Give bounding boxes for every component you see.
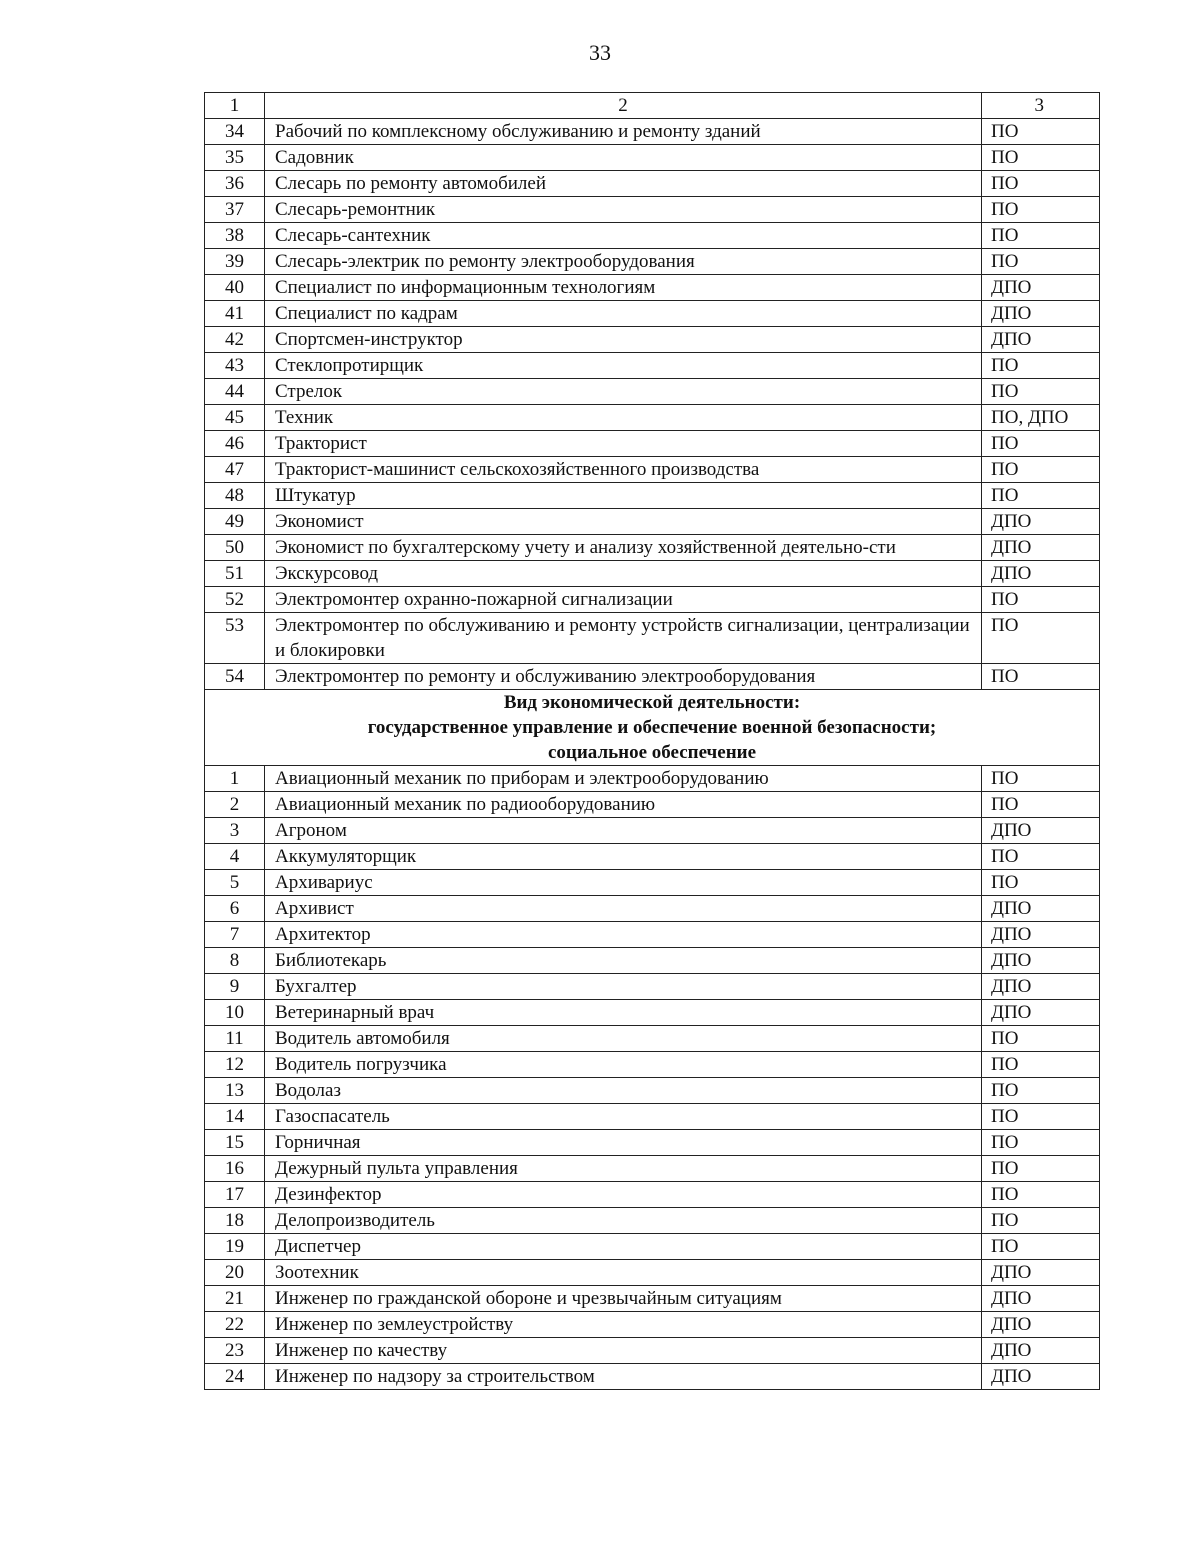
column-header-3: 3 <box>982 93 1100 119</box>
table-row <box>205 145 1100 171</box>
row-number: 20 <box>205 1260 265 1286</box>
education-type: ПО <box>982 1130 1100 1156</box>
section-heading-line2: государственное управление и обеспечение военной безопасности; <box>367 717 937 738</box>
profession-name: Делопроизводитель <box>265 1208 982 1234</box>
row-number: 15 <box>205 1130 265 1156</box>
row-number: 17 <box>205 1182 265 1208</box>
row-number: 9 <box>205 974 265 1000</box>
education-type: ПО <box>982 870 1100 896</box>
education-type: ДПО <box>982 1338 1100 1364</box>
table-row <box>205 561 1100 587</box>
education-type: ПО <box>982 1234 1100 1260</box>
table-row <box>205 1078 1100 1104</box>
row-number: 22 <box>205 1312 265 1338</box>
profession-name: Инженер по качеству <box>265 1338 982 1364</box>
row-number: 14 <box>205 1104 265 1130</box>
row-number: 43 <box>205 353 265 379</box>
table-header-row <box>205 93 1100 119</box>
row-number: 51 <box>205 561 265 587</box>
table-row <box>205 379 1100 405</box>
profession-name: Техник <box>265 405 982 431</box>
table-row <box>205 353 1100 379</box>
row-number: 35 <box>205 145 265 171</box>
row-number: 16 <box>205 1156 265 1182</box>
education-type: ДПО <box>982 1312 1100 1338</box>
row-number: 3 <box>205 818 265 844</box>
row-number: 34 <box>205 119 265 145</box>
profession-name: Водолаз <box>265 1078 982 1104</box>
row-number: 12 <box>205 1052 265 1078</box>
profession-name: Электромонтер по ремонту и обслуживанию электрооборудования <box>265 664 982 690</box>
education-type: ДПО <box>982 974 1100 1000</box>
row-number: 46 <box>205 431 265 457</box>
profession-name: Инженер по надзору за строительством <box>265 1364 982 1390</box>
table-row <box>205 327 1100 353</box>
education-type: ДПО <box>982 948 1100 974</box>
education-type: ПО <box>982 431 1100 457</box>
profession-name: Авиационный механик по радиооборудованию <box>265 792 982 818</box>
table-row <box>205 1104 1100 1130</box>
section-row <box>205 690 1100 766</box>
education-type: ПО <box>982 379 1100 405</box>
row-number: 13 <box>205 1078 265 1104</box>
table-row <box>205 1208 1100 1234</box>
table-row <box>205 483 1100 509</box>
profession-name: Архивист <box>265 896 982 922</box>
profession-name: Библиотекарь <box>265 948 982 974</box>
row-number: 40 <box>205 275 265 301</box>
row-number: 37 <box>205 197 265 223</box>
row-number: 24 <box>205 1364 265 1390</box>
table-row <box>205 249 1100 275</box>
row-number: 8 <box>205 948 265 974</box>
table-row <box>205 1156 1100 1182</box>
row-number: 47 <box>205 457 265 483</box>
table-row <box>205 844 1100 870</box>
profession-name: Специалист по информационным технологиям <box>265 275 982 301</box>
row-number: 50 <box>205 535 265 561</box>
row-number: 5 <box>205 870 265 896</box>
table-row <box>205 509 1100 535</box>
row-number: 41 <box>205 301 265 327</box>
profession-name: Ветеринарный врач <box>265 1000 982 1026</box>
profession-name: Спортсмен-инструктор <box>265 327 982 353</box>
table-row <box>205 535 1100 561</box>
profession-name: Водитель погрузчика <box>265 1052 982 1078</box>
table-row <box>205 275 1100 301</box>
row-number: 36 <box>205 171 265 197</box>
row-number: 48 <box>205 483 265 509</box>
table-row <box>205 405 1100 431</box>
profession-name: Штукатур <box>265 483 982 509</box>
table-row <box>205 1364 1100 1390</box>
education-type: ДПО <box>982 509 1100 535</box>
education-type: ПО <box>982 844 1100 870</box>
section-heading-line1: Вид экономической деятельности: <box>503 692 801 713</box>
table-row <box>205 766 1100 792</box>
education-type: ДПО <box>982 896 1100 922</box>
education-type: ДПО <box>982 1286 1100 1312</box>
table-row <box>205 1260 1100 1286</box>
education-type: ПО <box>982 483 1100 509</box>
education-type: ДПО <box>982 922 1100 948</box>
profession-name: Рабочий по комплексному обслуживанию и ремонту зданий <box>265 119 982 145</box>
education-type: ДПО <box>982 561 1100 587</box>
table-row <box>205 1052 1100 1078</box>
education-type: ПО <box>982 1182 1100 1208</box>
row-number: 53 <box>205 613 265 664</box>
row-number: 49 <box>205 509 265 535</box>
education-type: ПО, ДПО <box>982 405 1100 431</box>
profession-name: Авиационный механик по приборам и электрооборудованию <box>265 766 982 792</box>
education-type: ПО <box>982 1104 1100 1130</box>
row-number: 44 <box>205 379 265 405</box>
row-number: 19 <box>205 1234 265 1260</box>
education-type: ПО <box>982 119 1100 145</box>
education-type: ПО <box>982 223 1100 249</box>
profession-name: Стрелок <box>265 379 982 405</box>
education-type: ПО <box>982 766 1100 792</box>
table-row <box>205 664 1100 690</box>
education-type: ПО <box>982 197 1100 223</box>
table-row <box>205 974 1100 1000</box>
profession-name: Экскурсовод <box>265 561 982 587</box>
table-row <box>205 431 1100 457</box>
profession-name: Архивариус <box>265 870 982 896</box>
education-type: ДПО <box>982 818 1100 844</box>
profession-name: Садовник <box>265 145 982 171</box>
row-number: 39 <box>205 249 265 275</box>
table-row <box>205 613 1100 664</box>
profession-name: Тракторист-машинист сельскохозяйственного производства <box>265 457 982 483</box>
education-type: ПО <box>982 249 1100 275</box>
row-number: 6 <box>205 896 265 922</box>
profession-name: Слесарь-сантехник <box>265 223 982 249</box>
table-row <box>205 792 1100 818</box>
section-heading <box>205 690 1100 766</box>
table-row <box>205 587 1100 613</box>
education-type: ДПО <box>982 275 1100 301</box>
table-row <box>205 301 1100 327</box>
education-type: ПО <box>982 353 1100 379</box>
education-type: ПО <box>982 1052 1100 1078</box>
row-number: 45 <box>205 405 265 431</box>
table-row <box>205 457 1100 483</box>
profession-name: Водитель автомобиля <box>265 1026 982 1052</box>
row-number: 10 <box>205 1000 265 1026</box>
education-type: ПО <box>982 792 1100 818</box>
row-number: 42 <box>205 327 265 353</box>
table-row <box>205 1000 1100 1026</box>
section-heading-line3: социальное обеспечение <box>547 742 757 763</box>
education-type: ДПО <box>982 1364 1100 1390</box>
table-row <box>205 1338 1100 1364</box>
profession-name: Слесарь-электрик по ремонту электрооборудования <box>265 249 982 275</box>
profession-name: Электромонтер по обслуживанию и ремонту устройств сигнализации, централизации и блокировки <box>265 613 982 664</box>
profession-name: Электромонтер охранно-пожарной сигнализации <box>265 587 982 613</box>
table-row <box>205 223 1100 249</box>
education-type: ДПО <box>982 1000 1100 1026</box>
education-type: ДПО <box>982 301 1100 327</box>
profession-name: Агроном <box>265 818 982 844</box>
education-type: ПО <box>982 1026 1100 1052</box>
table-row <box>205 1026 1100 1052</box>
row-number: 7 <box>205 922 265 948</box>
row-number: 38 <box>205 223 265 249</box>
education-type: ПО <box>982 145 1100 171</box>
education-type: ПО <box>982 613 1100 664</box>
profession-name: Газоспасатель <box>265 1104 982 1130</box>
profession-name: Экономист по бухгалтерскому учету и анализу хозяйственной деятельно-сти <box>265 535 982 561</box>
profession-name: Экономист <box>265 509 982 535</box>
column-header-2: 2 <box>265 93 982 119</box>
professions-table <box>204 92 1100 1390</box>
table-row <box>205 119 1100 145</box>
table-row <box>205 1234 1100 1260</box>
profession-name: Горничная <box>265 1130 982 1156</box>
profession-name: Специалист по кадрам <box>265 301 982 327</box>
table-body <box>205 93 1100 1390</box>
education-type: ПО <box>982 457 1100 483</box>
education-type: ДПО <box>982 327 1100 353</box>
education-type: ДПО <box>982 535 1100 561</box>
profession-name: Инженер по гражданской обороне и чрезвычайным ситуациям <box>265 1286 982 1312</box>
education-type: ПО <box>982 1208 1100 1234</box>
row-number: 1 <box>205 766 265 792</box>
table-row <box>205 896 1100 922</box>
table-row <box>205 171 1100 197</box>
profession-name: Инженер по землеустройству <box>265 1312 982 1338</box>
education-type: ПО <box>982 1078 1100 1104</box>
table-row <box>205 1312 1100 1338</box>
education-type: ПО <box>982 587 1100 613</box>
row-number: 23 <box>205 1338 265 1364</box>
row-number: 52 <box>205 587 265 613</box>
row-number: 2 <box>205 792 265 818</box>
row-number: 54 <box>205 664 265 690</box>
profession-name: Дезинфектор <box>265 1182 982 1208</box>
profession-name: Слесарь-ремонтник <box>265 197 982 223</box>
profession-name: Дежурный пульта управления <box>265 1156 982 1182</box>
row-number: 21 <box>205 1286 265 1312</box>
table-row <box>205 1286 1100 1312</box>
profession-name: Зоотехник <box>265 1260 982 1286</box>
profession-name: Архитектор <box>265 922 982 948</box>
education-type: ПО <box>982 171 1100 197</box>
education-type: ПО <box>982 664 1100 690</box>
row-number: 18 <box>205 1208 265 1234</box>
column-header-1: 1 <box>205 93 265 119</box>
table-row <box>205 1130 1100 1156</box>
profession-name: Аккумуляторщик <box>265 844 982 870</box>
profession-name: Тракторист <box>265 431 982 457</box>
page-number: 33 <box>589 40 611 65</box>
row-number: 4 <box>205 844 265 870</box>
profession-name: Слесарь по ремонту автомобилей <box>265 171 982 197</box>
table-row <box>205 197 1100 223</box>
table-row <box>205 870 1100 896</box>
education-type: ПО <box>982 1156 1100 1182</box>
table-row <box>205 1182 1100 1208</box>
row-number: 11 <box>205 1026 265 1052</box>
table-row <box>205 922 1100 948</box>
table-row <box>205 948 1100 974</box>
profession-name: Стеклопротирщик <box>265 353 982 379</box>
table-row <box>205 818 1100 844</box>
profession-name: Диспетчер <box>265 1234 982 1260</box>
education-type: ДПО <box>982 1260 1100 1286</box>
profession-name: Бухгалтер <box>265 974 982 1000</box>
